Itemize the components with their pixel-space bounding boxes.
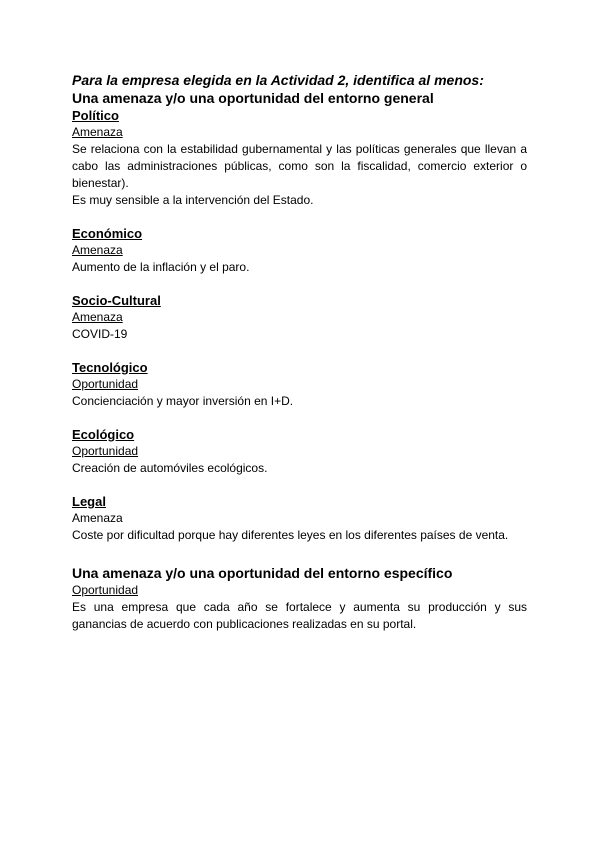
- section-text-socio-cultural: COVID-19: [72, 327, 128, 341]
- section-legal: [72, 493, 527, 544]
- section-politico: [72, 107, 527, 209]
- section-title-economico: Económico: [72, 226, 143, 241]
- section-kind-politico: Amenaza: [72, 125, 123, 139]
- section-text-ecologico: Creación de automóviles ecológicos.: [72, 461, 268, 475]
- general-environment-heading: Una amenaza y/o una oportunidad del entorno general: [72, 90, 434, 106]
- section-kind-tecnologico: Oportunidad: [72, 377, 139, 391]
- section-text-legal: Coste por dificultad porque hay diferentes leyes en los diferentes países de venta.: [72, 528, 509, 542]
- intro-prompt: Para la empresa elegida en la Actividad 2, identifica al menos:: [72, 72, 484, 88]
- section-title-socio-cultural: Socio-Cultural: [72, 293, 161, 308]
- section-title-politico: Político: [72, 108, 119, 123]
- section-title-legal: Legal: [72, 494, 106, 509]
- document-page: [72, 71, 527, 633]
- section-kind-socio-cultural: Amenaza: [72, 310, 123, 324]
- specific-environment-heading: Una amenaza y/o una oportunidad del entorno específico: [72, 565, 453, 581]
- section-kind-economico: Amenaza: [72, 243, 123, 257]
- section-title-tecnologico: Tecnológico: [72, 360, 148, 375]
- section-text-tecnologico: Concienciación y mayor inversión en I+D.: [72, 394, 294, 408]
- section-tecnologico: [72, 359, 527, 410]
- section-title-ecologico: Ecológico: [72, 427, 135, 442]
- section-kind-legal: Amenaza: [72, 511, 123, 525]
- section-socio-cultural: [72, 292, 527, 343]
- section-text-politico-2: Es muy sensible a la intervención del Estado.: [72, 193, 314, 207]
- section-economico: [72, 225, 527, 276]
- section-ecologico: [72, 426, 527, 477]
- section-text-economico: Aumento de la inflación y el paro.: [72, 260, 250, 274]
- specific-kind: Oportunidad: [72, 583, 139, 597]
- specific-text: Es una empresa que cada año se fortalece y aumenta su producción y sus ganancias de acuerdo con publicaciones realizadas en su portal.: [72, 600, 527, 631]
- section-kind-ecologico: Oportunidad: [72, 444, 139, 458]
- section-text-politico: Se relaciona con la estabilidad gubernamental y las políticas generales que llevan a cabo las administraciones públicas, como son la fiscalidad, comercio exterior o bienestar).: [72, 142, 527, 190]
